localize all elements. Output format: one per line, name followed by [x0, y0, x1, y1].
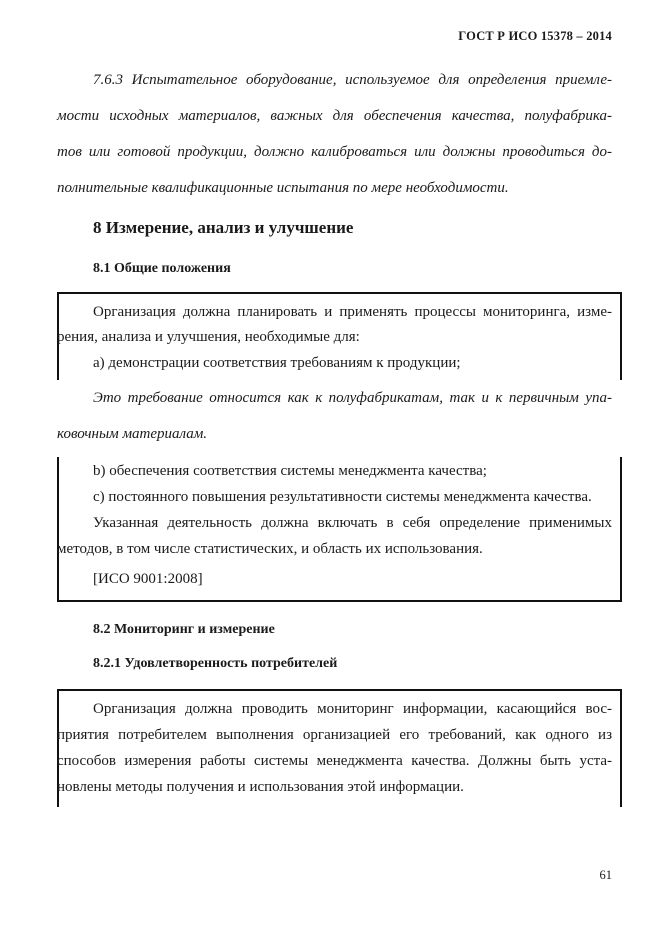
paragraph-line: приятия потребителем выполнения организацией его требований, как одного из — [57, 727, 612, 743]
paragraph-line: Указанная деятельность должна включать в себя определение применимых — [93, 515, 612, 531]
section-8-heading: 8 Измерение, анализ и улучшение — [93, 218, 354, 237]
box2-bottom-border — [57, 600, 622, 602]
section-7-6-3-paragraph — [57, 63, 612, 213]
paragraph-line: Это требование относится как к полуфабрикатам, так и к первичным упа- — [93, 390, 612, 406]
section-8-2-1-box-text — [57, 692, 612, 804]
paragraph-line: рения, анализа и улучшения, необходимые для: — [57, 329, 360, 345]
section-8-1-box1-text — [57, 295, 612, 380]
page-number: 61 — [599, 868, 612, 882]
list-item-a: a) демонстрации соответствия требованиям к продукции; — [93, 355, 461, 371]
paragraph-line: полнительные квалификационные испытания по мере необходимости. — [57, 180, 509, 196]
paragraph-line: тов или готовой продукции, должно калиброваться или должны проводиться до- — [57, 144, 612, 160]
section-8-1-heading: 8.1 Общие положения — [93, 261, 231, 276]
paragraph-line: мости исходных материалов, важных для обеспечения качества, полуфабрика- — [57, 108, 612, 124]
box3-top-border — [57, 689, 622, 691]
list-item-b: b) обеспечения соответствия системы менеджмента качества; — [93, 463, 487, 479]
paragraph-line: ковочным материалам. — [57, 426, 208, 442]
paragraph-line: методов, в том числе статистических, и область их использования. — [57, 541, 483, 557]
paragraph-line: Организация должна планировать и применять процессы мониторинга, изме- — [93, 304, 612, 320]
paragraph-line: 7.6.3 Испытательное оборудование, используемое для определения приемле- — [93, 72, 612, 88]
paragraph-line: новлены методы получения и использования этой информации. — [57, 779, 464, 795]
box1-top-border — [57, 292, 622, 294]
list-item-c: c) постоянного повышения результативности системы менеджмента качества. — [93, 489, 592, 505]
section-8-2-heading: 8.2 Мониторинг и измерение — [93, 622, 275, 637]
document-header: ГОСТ Р ИСО 15378 – 2014 — [458, 29, 612, 43]
box3-right-border — [620, 689, 622, 807]
section-8-2-1-heading: 8.2.1 Удовлетворенность потребителей — [93, 656, 338, 671]
section-8-1-note — [57, 381, 612, 451]
box1-right-border — [620, 292, 622, 380]
paragraph-line: способов измерения работы системы менеджмента качества. Должны быть уста- — [57, 753, 612, 769]
box2-right-border — [620, 457, 622, 601]
citation-reference: [ИСО 9001:2008] — [93, 571, 203, 587]
section-8-1-box2-text — [57, 458, 612, 598]
paragraph-line: Организация должна проводить мониторинг информации, касающийся вос- — [93, 701, 612, 717]
